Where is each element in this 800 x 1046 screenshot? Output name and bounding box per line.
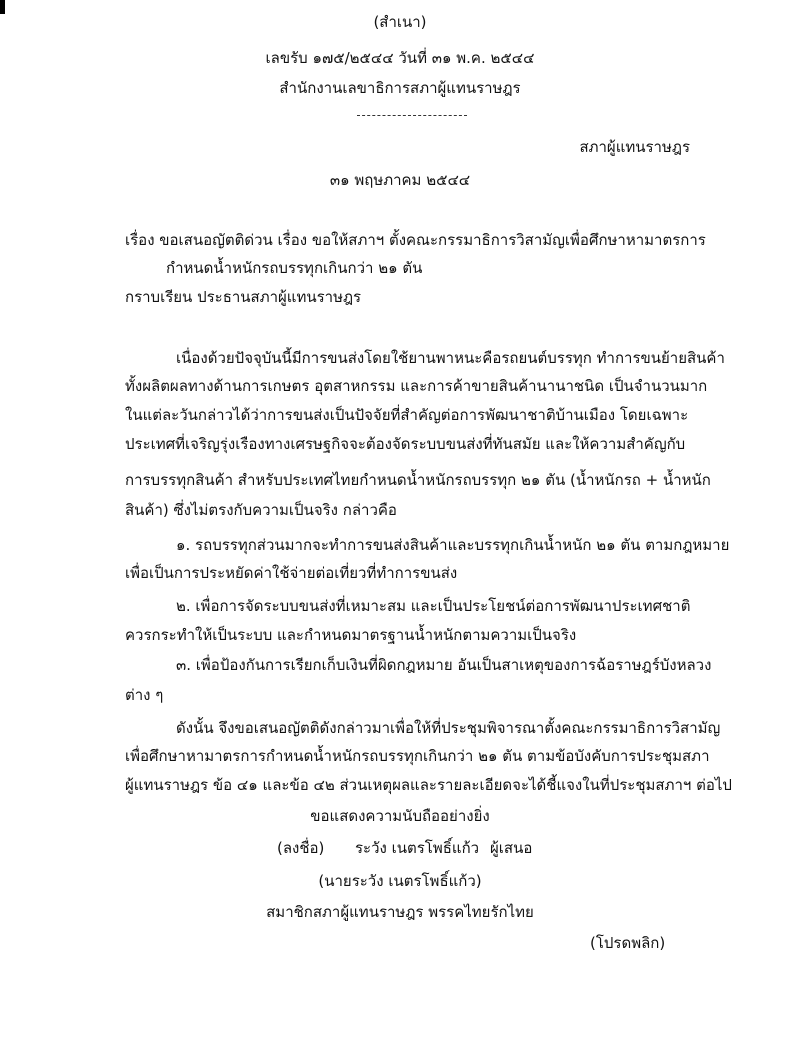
office-name: สำนักงานเลขาธิการสภาผู้แทนราษฎร	[279, 79, 521, 97]
header-divider	[357, 115, 467, 116]
copy-label: (สำเนา)	[373, 13, 427, 31]
signer-role: ผู้เสนอ	[490, 839, 533, 857]
signer-full-name: (นายระวัง เนตรโพธิ์แก้ว)	[318, 872, 482, 890]
body-line: การบรรทุกสินค้า สำหรับประเทศไทยกำหนดน้ำหนักรถบรรทุก ๒๑ ตัน (น้ำหนักรถ + น้ำหนัก	[125, 471, 711, 489]
list-item-2-line: ควรกระทำให้เป็นระบบ และกำหนดมาตรฐานน้ำหนักตามความเป็นจริง	[125, 626, 577, 644]
signer-position: สมาชิกสภาผู้แทนราษฎร พรรคไทยรักไทย	[266, 903, 534, 921]
sender-org: สภาผู้แทนราษฎร	[579, 138, 690, 156]
closing-respect: ขอแสดงความนับถืออย่างยิ่ง	[310, 807, 490, 825]
body-line: เพื่อศึกษาหามาตรการกำหนดน้ำหนักรถบรรทุกเกินกว่า ๒๑ ตัน ตามข้อบังคับการประชุมสภา	[125, 747, 710, 765]
list-item-3-line: ๓. เพื่อป้องกันการเรียกเก็บเงินที่ผิดกฎหมาย อันเป็นสาเหตุของการฉ้อราษฎร์บังหลวง	[176, 656, 712, 674]
body-line: ประเทศที่เจริญรุ่งเรืองทางเศรษฐกิจจะต้องจัดระบบขนส่งที่ทันสมัย และให้ความสำคัญกับ	[125, 435, 686, 453]
body-line: ทั้งผลิตผลทางด้านการเกษตร อุตสาหกรรม และการค้าขายสินค้านานาชนิด เป็นจำนวนมาก	[125, 377, 708, 395]
list-item-2-line: ๒. เพื่อการจัดระบบขนส่งที่เหมาะสม และเป็นประโยชน์ต่อการพัฒนาประเทศชาติ	[176, 597, 691, 615]
list-item-1-line: เพื่อเป็นการประหยัดค่าใช้จ่ายต่อเที่ยวที่ทำการขนส่ง	[125, 564, 458, 582]
subject-line-2: กำหนดน้ำหนักรถบรรทุกเกินกว่า ๒๑ ตัน	[166, 259, 423, 277]
signer-name: ระวัง เนตรโพธิ์แก้ว	[355, 839, 480, 857]
salutation: กราบเรียน ประธานสภาผู้แทนราษฎร	[125, 288, 362, 306]
body-line: ดังนั้น จึงขอเสนอญัตติดังกล่าวมาเพื่อให้ที่ประชุมพิจารณาตั้งคณะกรรมาธิการวิสามัญ	[176, 719, 721, 737]
subject-line-1: เรื่อง ขอเสนอญัตติด่วน เรื่อง ขอให้สภาฯ ตั้งคณะกรรมาธิการวิสามัญเพื่อศึกษาหามาตรการ	[125, 231, 706, 249]
body-line: เนื่องด้วยปัจจุบันนี้มีการขนส่งโดยใช้ยานพาหนะคือรถยนต์บรรทุก ทำการขนย้ายสินค้า	[176, 349, 725, 367]
body-line: ในแต่ละวันกล่าวได้ว่าการขนส่งเป็นปัจจัยที่สำคัญต่อการพัฒนาชาติบ้านเมือง โดยเฉพาะ	[125, 406, 689, 424]
receipt-line: เลขรับ ๑๗๕/๒๕๔๔ วันที่ ๓๑ พ.ค. ๒๕๔๔	[265, 49, 535, 67]
signed-label: (ลงชื่อ)	[277, 839, 325, 857]
body-line: ผู้แทนราษฎร ข้อ ๔๑ และข้อ ๔๒ ส่วนเหตุผลและรายละเอียดจะได้ชี้แจงในที่ประชุมสภาฯ ต่อไป	[125, 776, 732, 794]
body-line: สินค้า) ซึ่งไม่ตรงกับความเป็นจริง กล่าวคือ	[125, 501, 397, 519]
list-item-3-line: ต่าง ๆ	[125, 686, 164, 704]
letter-date: ๓๑ พฤษภาคม ๒๕๔๔	[329, 171, 471, 189]
list-item-1-line: ๑. รถบรรทุกส่วนมากจะทำการขนส่งสินค้าและบรรทุกเกินน้ำหนัก ๒๑ ตัน ตามกฎหมาย	[176, 536, 730, 554]
turn-over-note: (โปรดพลิก)	[590, 934, 666, 952]
